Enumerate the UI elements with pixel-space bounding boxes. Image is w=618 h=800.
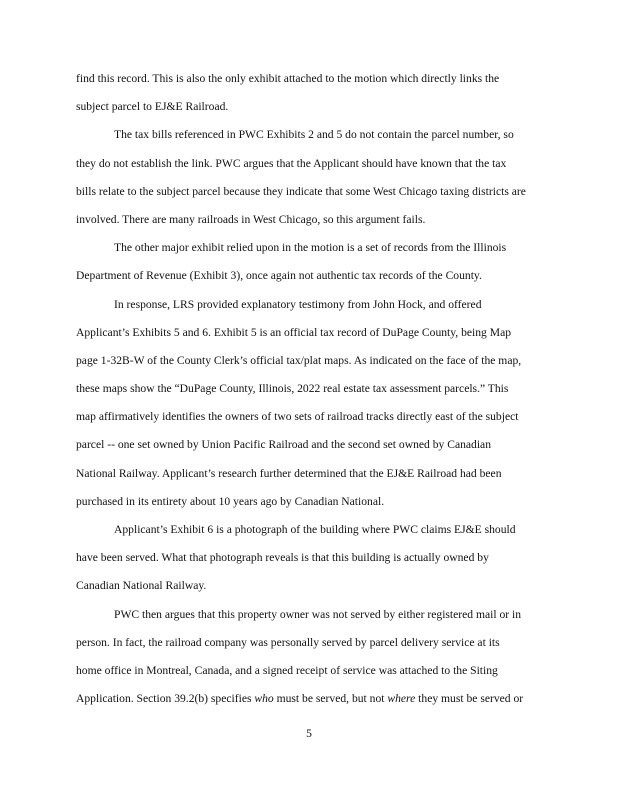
- text-line: have been served. What that photograph reveals is that this building is actually owned by: [76, 551, 489, 565]
- text-line: National Railway. Applicant’s research further determined that the EJ&E Railroad had been: [76, 466, 502, 480]
- text-line: purchased in its entirety about 10 years ago by Canadian National.: [76, 494, 385, 508]
- text-line: page 1-32B-W of the County Clerk’s official tax/plat maps. As indicated on the face of the map,: [76, 353, 522, 367]
- text-line: home office in Montreal, Canada, and a signed receipt of service was attached to the Siting: [76, 663, 498, 677]
- text-line: person. In fact, the railroad company was personally served by parcel delivery service at its: [76, 635, 500, 649]
- italic-emphasis: who: [254, 692, 274, 706]
- text-line: Applicant’s Exhibit 6 is a photograph of the building where PWC claims EJ&E should: [114, 523, 516, 536]
- text-line: map affirmatively identifies the owners of two sets of railroad tracks directly east of the subject: [76, 410, 519, 424]
- text-line: find this record. This is also the only exhibit attached to the motion which directly links the: [76, 72, 500, 85]
- text-line: parcel -- one set owned by Union Pacific Railroad and the second set owned by Canadian: [76, 438, 491, 452]
- body-text: [76, 65, 552, 713]
- text-line: they do not establish the link. PWC argues that the Applicant should have known that the tax: [76, 156, 507, 170]
- text-line: bills relate to the subject parcel because they indicate that some West Chicago taxing districts are: [76, 184, 526, 198]
- text-line: The tax bills referenced in PWC Exhibits 2 and 5 do not contain the parcel number, so: [114, 128, 514, 142]
- text-line: these maps show the “DuPage County, Illinois, 2022 real estate tax assessment parcels.” This: [76, 382, 509, 396]
- text-line: Department of Revenue (Exhibit 3), once again not authentic tax records of the County.: [76, 269, 482, 283]
- text-line: Canadian National Railway.: [76, 579, 207, 593]
- text-line: Application. Section 39.2(b) specifies who must be served, but not where they must be served or: [76, 692, 524, 706]
- page-number: 5: [306, 727, 312, 740]
- text-line: In response, LRS provided explanatory testimony from John Hock, and offered: [114, 297, 482, 311]
- text-line: subject parcel to EJ&E Railroad.: [76, 100, 229, 114]
- text-line: Applicant’s Exhibits 5 and 6. Exhibit 5 is an official tax record of DuPage County, being Map: [76, 325, 512, 339]
- text-line: The other major exhibit relied upon in the motion is a set of records from the Illinois: [114, 241, 507, 255]
- text-line: involved. There are many railroads in West Chicago, so this argument fails.: [76, 212, 426, 226]
- text-line: PWC then argues that this property owner was not served by either registered mail or in: [114, 607, 522, 621]
- italic-emphasis: where: [387, 692, 416, 706]
